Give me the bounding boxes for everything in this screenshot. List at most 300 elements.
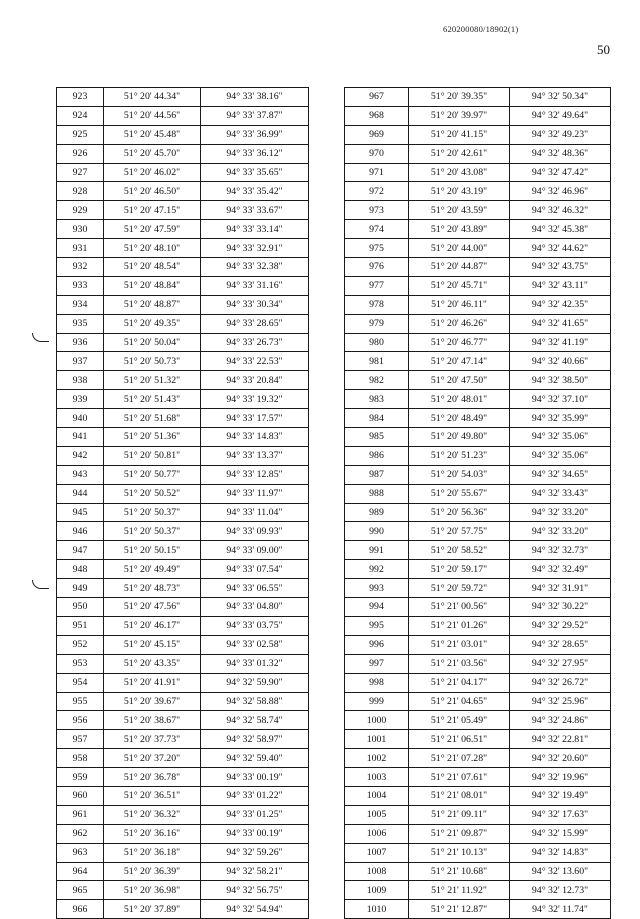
point-number-cell: 995 bbox=[345, 616, 409, 635]
latitude-cell: 51° 20' 59.72" bbox=[409, 579, 510, 598]
latitude-cell: 51° 20' 44.56" bbox=[104, 106, 201, 125]
table-row bbox=[345, 881, 611, 900]
longitude-cell: 94° 32' 58.74" bbox=[201, 711, 309, 730]
point-number-cell: 924 bbox=[57, 106, 104, 125]
table-row bbox=[57, 239, 309, 258]
point-number-cell: 988 bbox=[345, 484, 409, 503]
longitude-cell: 94° 32' 28.65" bbox=[510, 635, 611, 654]
table-row bbox=[57, 805, 309, 824]
point-number-cell: 1010 bbox=[345, 900, 409, 919]
point-number-cell: 961 bbox=[57, 805, 104, 824]
table-row bbox=[345, 239, 611, 258]
point-number-cell: 975 bbox=[345, 239, 409, 258]
point-number-cell: 962 bbox=[57, 824, 104, 843]
point-number-cell: 1002 bbox=[345, 749, 409, 768]
point-number-cell: 972 bbox=[345, 182, 409, 201]
latitude-cell: 51° 20' 39.67" bbox=[104, 692, 201, 711]
table-row bbox=[57, 465, 309, 484]
latitude-cell: 51° 20' 49.80" bbox=[409, 428, 510, 447]
longitude-cell: 94° 33' 09.93" bbox=[201, 522, 309, 541]
point-number-cell: 940 bbox=[57, 409, 104, 428]
longitude-cell: 94° 32' 32.49" bbox=[510, 560, 611, 579]
table-row bbox=[57, 390, 309, 409]
latitude-cell: 51° 20' 50.77" bbox=[104, 465, 201, 484]
latitude-cell: 51° 20' 47.59" bbox=[104, 220, 201, 239]
latitude-cell: 51° 21' 03.01" bbox=[409, 635, 510, 654]
table-row bbox=[57, 314, 309, 333]
latitude-cell: 51° 20' 51.43" bbox=[104, 390, 201, 409]
longitude-cell: 94° 33' 04.80" bbox=[201, 598, 309, 617]
latitude-cell: 51° 20' 43.89" bbox=[409, 220, 510, 239]
point-number-cell: 1006 bbox=[345, 824, 409, 843]
latitude-cell: 51° 20' 48.49" bbox=[409, 409, 510, 428]
longitude-cell: 94° 32' 32.73" bbox=[510, 541, 611, 560]
longitude-cell: 94° 33' 11.04" bbox=[201, 503, 309, 522]
latitude-cell: 51° 20' 46.77" bbox=[409, 333, 510, 352]
latitude-cell: 51° 20' 47.15" bbox=[104, 201, 201, 220]
page-number: 50 bbox=[597, 42, 610, 57]
table-row bbox=[57, 635, 309, 654]
latitude-cell: 51° 20' 41.91" bbox=[104, 673, 201, 692]
longitude-cell: 94° 33' 36.99" bbox=[201, 125, 309, 144]
longitude-cell: 94° 32' 29.52" bbox=[510, 616, 611, 635]
table-row bbox=[345, 711, 611, 730]
table-row bbox=[57, 409, 309, 428]
table-row bbox=[57, 163, 309, 182]
latitude-cell: 51° 20' 45.15" bbox=[104, 635, 201, 654]
latitude-cell: 51° 20' 50.15" bbox=[104, 541, 201, 560]
longitude-cell: 94° 32' 54.94" bbox=[201, 900, 309, 919]
latitude-cell: 51° 20' 37.73" bbox=[104, 730, 201, 749]
latitude-cell: 51° 20' 36.18" bbox=[104, 843, 201, 862]
table-row bbox=[345, 295, 611, 314]
latitude-cell: 51° 21' 12.87" bbox=[409, 900, 510, 919]
longitude-cell: 94° 32' 58.88" bbox=[201, 692, 309, 711]
longitude-cell: 94° 33' 14.83" bbox=[201, 428, 309, 447]
longitude-cell: 94° 32' 20.60" bbox=[510, 749, 611, 768]
latitude-cell: 51° 20' 45.48" bbox=[104, 125, 201, 144]
latitude-cell: 51° 20' 48.73" bbox=[104, 579, 201, 598]
longitude-cell: 94° 33' 30.34" bbox=[201, 295, 309, 314]
longitude-cell: 94° 32' 38.50" bbox=[510, 371, 611, 390]
longitude-cell: 94° 32' 46.32" bbox=[510, 201, 611, 220]
latitude-cell: 51° 20' 39.35" bbox=[409, 88, 510, 107]
point-number-cell: 965 bbox=[57, 881, 104, 900]
table-row bbox=[345, 428, 611, 447]
margin-mark bbox=[32, 333, 49, 342]
point-number-cell: 944 bbox=[57, 484, 104, 503]
point-number-cell: 993 bbox=[345, 579, 409, 598]
latitude-cell: 51° 21' 07.28" bbox=[409, 749, 510, 768]
table-row bbox=[57, 900, 309, 919]
table-row bbox=[57, 824, 309, 843]
table-row bbox=[345, 522, 611, 541]
table-row bbox=[345, 862, 611, 881]
latitude-cell: 51° 21' 05.49" bbox=[409, 711, 510, 730]
longitude-cell: 94° 33' 32.38" bbox=[201, 258, 309, 277]
table-row bbox=[345, 768, 611, 787]
table-row bbox=[57, 201, 309, 220]
latitude-cell: 51° 20' 50.52" bbox=[104, 484, 201, 503]
longitude-cell: 94° 32' 42.35" bbox=[510, 295, 611, 314]
point-number-cell: 948 bbox=[57, 560, 104, 579]
table-row bbox=[57, 749, 309, 768]
latitude-cell: 51° 21' 10.13" bbox=[409, 843, 510, 862]
point-number-cell: 953 bbox=[57, 654, 104, 673]
point-number-cell: 984 bbox=[345, 409, 409, 428]
table-row bbox=[345, 635, 611, 654]
point-number-cell: 1004 bbox=[345, 786, 409, 805]
point-number-cell: 999 bbox=[345, 692, 409, 711]
table-row bbox=[345, 465, 611, 484]
longitude-cell: 94° 33' 31.16" bbox=[201, 276, 309, 295]
longitude-cell: 94° 33' 03.75" bbox=[201, 616, 309, 635]
latitude-cell: 51° 20' 49.49" bbox=[104, 560, 201, 579]
point-number-cell: 974 bbox=[345, 220, 409, 239]
longitude-cell: 94° 32' 40.66" bbox=[510, 352, 611, 371]
point-number-cell: 1005 bbox=[345, 805, 409, 824]
longitude-cell: 94° 32' 48.36" bbox=[510, 144, 611, 163]
point-number-cell: 957 bbox=[57, 730, 104, 749]
latitude-cell: 51° 20' 46.50" bbox=[104, 182, 201, 201]
longitude-cell: 94° 32' 46.96" bbox=[510, 182, 611, 201]
point-number-cell: 973 bbox=[345, 201, 409, 220]
longitude-cell: 94° 33' 28.65" bbox=[201, 314, 309, 333]
table-row bbox=[345, 333, 611, 352]
point-number-cell: 977 bbox=[345, 276, 409, 295]
table-row bbox=[57, 654, 309, 673]
latitude-cell: 51° 20' 50.81" bbox=[104, 446, 201, 465]
longitude-cell: 94° 32' 43.75" bbox=[510, 258, 611, 277]
longitude-cell: 94° 32' 59.40" bbox=[201, 749, 309, 768]
table-row bbox=[345, 579, 611, 598]
latitude-cell: 51° 20' 51.36" bbox=[104, 428, 201, 447]
longitude-cell: 94° 33' 06.55" bbox=[201, 579, 309, 598]
longitude-cell: 94° 33' 17.57" bbox=[201, 409, 309, 428]
point-number-cell: 929 bbox=[57, 201, 104, 220]
point-number-cell: 936 bbox=[57, 333, 104, 352]
latitude-cell: 51° 20' 48.10" bbox=[104, 239, 201, 258]
point-number-cell: 942 bbox=[57, 446, 104, 465]
latitude-cell: 51° 21' 11.92" bbox=[409, 881, 510, 900]
point-number-cell: 951 bbox=[57, 616, 104, 635]
table-row bbox=[345, 900, 611, 919]
latitude-cell: 51° 20' 44.00" bbox=[409, 239, 510, 258]
table-row bbox=[345, 163, 611, 182]
table-row bbox=[345, 314, 611, 333]
table-row bbox=[57, 182, 309, 201]
table-row bbox=[345, 541, 611, 560]
latitude-cell: 51° 20' 46.02" bbox=[104, 163, 201, 182]
longitude-cell: 94° 32' 11.74" bbox=[510, 900, 611, 919]
latitude-cell: 51° 20' 46.11" bbox=[409, 295, 510, 314]
longitude-cell: 94° 32' 45.38" bbox=[510, 220, 611, 239]
longitude-cell: 94° 32' 25.96" bbox=[510, 692, 611, 711]
coordinates-table-right-body bbox=[345, 88, 611, 919]
table-row bbox=[345, 409, 611, 428]
longitude-cell: 94° 32' 33.20" bbox=[510, 522, 611, 541]
table-row bbox=[57, 579, 309, 598]
point-number-cell: 925 bbox=[57, 125, 104, 144]
table-row bbox=[345, 106, 611, 125]
latitude-cell: 51° 21' 00.56" bbox=[409, 598, 510, 617]
latitude-cell: 51° 20' 47.50" bbox=[409, 371, 510, 390]
table-row bbox=[57, 862, 309, 881]
latitude-cell: 51° 20' 54.03" bbox=[409, 465, 510, 484]
longitude-cell: 94° 32' 12.73" bbox=[510, 881, 611, 900]
table-row bbox=[345, 730, 611, 749]
point-number-cell: 930 bbox=[57, 220, 104, 239]
table-row bbox=[345, 390, 611, 409]
latitude-cell: 51° 20' 50.04" bbox=[104, 333, 201, 352]
point-number-cell: 964 bbox=[57, 862, 104, 881]
table-row bbox=[57, 144, 309, 163]
table-row bbox=[345, 673, 611, 692]
table-row bbox=[345, 616, 611, 635]
longitude-cell: 94° 33' 22.53" bbox=[201, 352, 309, 371]
table-row bbox=[57, 352, 309, 371]
latitude-cell: 51° 21' 07.61" bbox=[409, 768, 510, 787]
longitude-cell: 94° 33' 00.19" bbox=[201, 768, 309, 787]
point-number-cell: 985 bbox=[345, 428, 409, 447]
table-row bbox=[57, 125, 309, 144]
table-row bbox=[57, 371, 309, 390]
table-row bbox=[57, 503, 309, 522]
latitude-cell: 51° 20' 48.87" bbox=[104, 295, 201, 314]
point-number-cell: 1001 bbox=[345, 730, 409, 749]
point-number-cell: 956 bbox=[57, 711, 104, 730]
table-row bbox=[345, 786, 611, 805]
longitude-cell: 94° 32' 58.21" bbox=[201, 862, 309, 881]
longitude-cell: 94° 32' 44.62" bbox=[510, 239, 611, 258]
point-number-cell: 927 bbox=[57, 163, 104, 182]
table-row bbox=[345, 201, 611, 220]
latitude-cell: 51° 20' 43.35" bbox=[104, 654, 201, 673]
longitude-cell: 94° 32' 33.43" bbox=[510, 484, 611, 503]
latitude-cell: 51° 20' 47.56" bbox=[104, 598, 201, 617]
table-row bbox=[57, 484, 309, 503]
point-number-cell: 1000 bbox=[345, 711, 409, 730]
table-row bbox=[345, 144, 611, 163]
latitude-cell: 51° 20' 44.87" bbox=[409, 258, 510, 277]
table-row bbox=[345, 258, 611, 277]
point-number-cell: 932 bbox=[57, 258, 104, 277]
longitude-cell: 94° 33' 20.84" bbox=[201, 371, 309, 390]
longitude-cell: 94° 32' 35.99" bbox=[510, 409, 611, 428]
longitude-cell: 94° 32' 30.22" bbox=[510, 598, 611, 617]
longitude-cell: 94° 33' 09.00" bbox=[201, 541, 309, 560]
coordinates-table-right bbox=[344, 87, 611, 919]
point-number-cell: 979 bbox=[345, 314, 409, 333]
table-row bbox=[57, 446, 309, 465]
table-row bbox=[345, 749, 611, 768]
document-id: 620200080/18902(1) bbox=[443, 24, 519, 34]
point-number-cell: 997 bbox=[345, 654, 409, 673]
longitude-cell: 94° 32' 59.90" bbox=[201, 673, 309, 692]
latitude-cell: 51° 20' 43.08" bbox=[409, 163, 510, 182]
longitude-cell: 94° 32' 41.19" bbox=[510, 333, 611, 352]
latitude-cell: 51° 20' 45.70" bbox=[104, 144, 201, 163]
longitude-cell: 94° 32' 31.91" bbox=[510, 579, 611, 598]
table-row bbox=[345, 654, 611, 673]
point-number-cell: 969 bbox=[345, 125, 409, 144]
point-number-cell: 943 bbox=[57, 465, 104, 484]
point-number-cell: 991 bbox=[345, 541, 409, 560]
point-number-cell: 949 bbox=[57, 579, 104, 598]
longitude-cell: 94° 33' 02.58" bbox=[201, 635, 309, 654]
table-row bbox=[57, 673, 309, 692]
longitude-cell: 94° 33' 32.91" bbox=[201, 239, 309, 258]
longitude-cell: 94° 32' 33.20" bbox=[510, 503, 611, 522]
latitude-cell: 51° 20' 37.20" bbox=[104, 749, 201, 768]
table-row bbox=[345, 503, 611, 522]
table-row bbox=[345, 182, 611, 201]
table-row bbox=[345, 125, 611, 144]
latitude-cell: 51° 21' 04.65" bbox=[409, 692, 510, 711]
latitude-cell: 51° 20' 39.97" bbox=[409, 106, 510, 125]
latitude-cell: 51° 20' 48.01" bbox=[409, 390, 510, 409]
latitude-cell: 51° 20' 37.89" bbox=[104, 900, 201, 919]
point-number-cell: 945 bbox=[57, 503, 104, 522]
table-row bbox=[57, 711, 309, 730]
table-row bbox=[57, 730, 309, 749]
point-number-cell: 983 bbox=[345, 390, 409, 409]
latitude-cell: 51° 20' 59.17" bbox=[409, 560, 510, 579]
point-number-cell: 978 bbox=[345, 295, 409, 314]
table-row bbox=[345, 560, 611, 579]
latitude-cell: 51° 20' 56.36" bbox=[409, 503, 510, 522]
longitude-cell: 94° 32' 59.26" bbox=[201, 843, 309, 862]
table-row bbox=[345, 484, 611, 503]
latitude-cell: 51° 21' 08.01" bbox=[409, 786, 510, 805]
point-number-cell: 923 bbox=[57, 88, 104, 107]
point-number-cell: 938 bbox=[57, 371, 104, 390]
longitude-cell: 94° 32' 24.86" bbox=[510, 711, 611, 730]
latitude-cell: 51° 20' 36.78" bbox=[104, 768, 201, 787]
latitude-cell: 51° 20' 42.61" bbox=[409, 144, 510, 163]
table-row bbox=[57, 522, 309, 541]
point-number-cell: 1003 bbox=[345, 768, 409, 787]
table-row bbox=[57, 786, 309, 805]
table-row bbox=[57, 295, 309, 314]
longitude-cell: 94° 32' 43.11" bbox=[510, 276, 611, 295]
latitude-cell: 51° 20' 38.67" bbox=[104, 711, 201, 730]
longitude-cell: 94° 32' 37.10" bbox=[510, 390, 611, 409]
table-row bbox=[345, 352, 611, 371]
latitude-cell: 51° 20' 58.52" bbox=[409, 541, 510, 560]
longitude-cell: 94° 33' 35.65" bbox=[201, 163, 309, 182]
latitude-cell: 51° 20' 45.71" bbox=[409, 276, 510, 295]
point-number-cell: 980 bbox=[345, 333, 409, 352]
longitude-cell: 94° 33' 33.67" bbox=[201, 201, 309, 220]
latitude-cell: 51° 20' 36.32" bbox=[104, 805, 201, 824]
table-row bbox=[345, 692, 611, 711]
point-number-cell: 967 bbox=[345, 88, 409, 107]
latitude-cell: 51° 21' 09.11" bbox=[409, 805, 510, 824]
longitude-cell: 94° 33' 37.87" bbox=[201, 106, 309, 125]
point-number-cell: 998 bbox=[345, 673, 409, 692]
longitude-cell: 94° 33' 36.12" bbox=[201, 144, 309, 163]
longitude-cell: 94° 32' 27.95" bbox=[510, 654, 611, 673]
latitude-cell: 51° 21' 09.87" bbox=[409, 824, 510, 843]
table-row bbox=[345, 843, 611, 862]
point-number-cell: 968 bbox=[345, 106, 409, 125]
latitude-cell: 51° 20' 41.15" bbox=[409, 125, 510, 144]
point-number-cell: 1008 bbox=[345, 862, 409, 881]
point-number-cell: 955 bbox=[57, 692, 104, 711]
latitude-cell: 51° 20' 50.37" bbox=[104, 503, 201, 522]
table-row bbox=[57, 768, 309, 787]
longitude-cell: 94° 32' 35.06" bbox=[510, 446, 611, 465]
coordinates-table-left bbox=[56, 87, 309, 919]
longitude-cell: 94° 33' 01.25" bbox=[201, 805, 309, 824]
longitude-cell: 94° 32' 17.63" bbox=[510, 805, 611, 824]
longitude-cell: 94° 32' 13.60" bbox=[510, 862, 611, 881]
table-row bbox=[57, 616, 309, 635]
latitude-cell: 51° 20' 36.51" bbox=[104, 786, 201, 805]
point-number-cell: 941 bbox=[57, 428, 104, 447]
longitude-cell: 94° 32' 34.65" bbox=[510, 465, 611, 484]
table-row bbox=[57, 276, 309, 295]
point-number-cell: 934 bbox=[57, 295, 104, 314]
latitude-cell: 51° 20' 46.26" bbox=[409, 314, 510, 333]
longitude-cell: 94° 32' 35.06" bbox=[510, 428, 611, 447]
longitude-cell: 94° 32' 26.72" bbox=[510, 673, 611, 692]
point-number-cell: 935 bbox=[57, 314, 104, 333]
point-number-cell: 1007 bbox=[345, 843, 409, 862]
table-row bbox=[57, 106, 309, 125]
table-row bbox=[57, 560, 309, 579]
longitude-cell: 94° 32' 58.97" bbox=[201, 730, 309, 749]
point-number-cell: 994 bbox=[345, 598, 409, 617]
latitude-cell: 51° 20' 47.14" bbox=[409, 352, 510, 371]
longitude-cell: 94° 32' 22.81" bbox=[510, 730, 611, 749]
latitude-cell: 51° 20' 55.67" bbox=[409, 484, 510, 503]
latitude-cell: 51° 20' 50.37" bbox=[104, 522, 201, 541]
longitude-cell: 94° 32' 19.96" bbox=[510, 768, 611, 787]
table-row bbox=[57, 843, 309, 862]
table-row bbox=[57, 220, 309, 239]
latitude-cell: 51° 21' 01.26" bbox=[409, 616, 510, 635]
table-row bbox=[345, 598, 611, 617]
point-number-cell: 1009 bbox=[345, 881, 409, 900]
latitude-cell: 51° 21' 04.17" bbox=[409, 673, 510, 692]
point-number-cell: 982 bbox=[345, 371, 409, 390]
coordinates-table-left-body bbox=[57, 88, 309, 919]
point-number-cell: 926 bbox=[57, 144, 104, 163]
table-row bbox=[345, 824, 611, 843]
margin-mark bbox=[32, 580, 49, 589]
longitude-cell: 94° 32' 50.34" bbox=[510, 88, 611, 107]
latitude-cell: 51° 20' 49.35" bbox=[104, 314, 201, 333]
latitude-cell: 51° 20' 36.98" bbox=[104, 881, 201, 900]
point-number-cell: 990 bbox=[345, 522, 409, 541]
point-number-cell: 992 bbox=[345, 560, 409, 579]
point-number-cell: 960 bbox=[57, 786, 104, 805]
table-row bbox=[57, 333, 309, 352]
latitude-cell: 51° 20' 48.84" bbox=[104, 276, 201, 295]
longitude-cell: 94° 33' 01.22" bbox=[201, 786, 309, 805]
latitude-cell: 51° 20' 51.68" bbox=[104, 409, 201, 428]
longitude-cell: 94° 33' 26.73" bbox=[201, 333, 309, 352]
table-row bbox=[345, 446, 611, 465]
table-row bbox=[57, 88, 309, 107]
point-number-cell: 976 bbox=[345, 258, 409, 277]
longitude-cell: 94° 32' 15.99" bbox=[510, 824, 611, 843]
point-number-cell: 928 bbox=[57, 182, 104, 201]
longitude-cell: 94° 32' 56.75" bbox=[201, 881, 309, 900]
latitude-cell: 51° 20' 43.19" bbox=[409, 182, 510, 201]
